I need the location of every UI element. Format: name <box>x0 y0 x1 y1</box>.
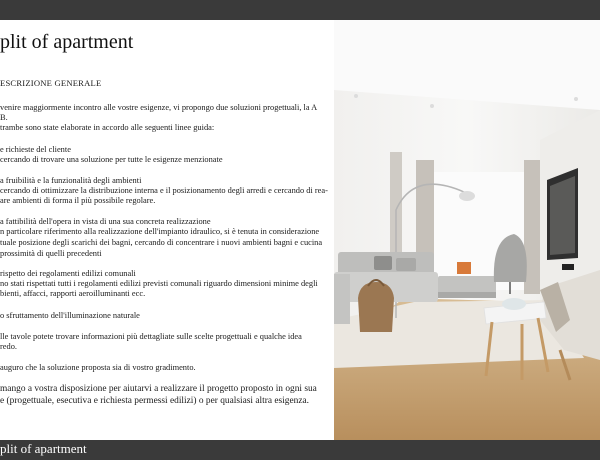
living-room-photo <box>334 20 600 440</box>
closing-line: mango a vostra disposizione per aiutarvi a realizzare il progetto proposto in ogni sua <box>0 384 317 394</box>
text-panel <box>0 20 334 440</box>
guideline-title: o sfruttamento dell'illuminazione naturale <box>0 311 140 320</box>
paragraph-line: auguro che la soluzione proposta sia di vostro gradimento. <box>0 363 196 372</box>
bottom-bar <box>0 440 600 460</box>
wicker-basket <box>358 282 394 332</box>
guideline-text: bienti, affacci, rapporti aeroilluminanti ecc. <box>0 289 146 298</box>
guideline-title: a fruibilità e la funzionalità degli ambienti <box>0 176 142 185</box>
guideline-text: n particolare riferimento alla realizzazione dell'impianto idraulico, si è tenuta in considerazione <box>0 227 320 236</box>
guideline-text: are ambienti di forma il più possibile regolare. <box>0 196 156 205</box>
cushion <box>374 256 392 270</box>
page-title: plit of apartment <box>0 31 134 53</box>
candle-holder <box>457 262 471 274</box>
cushion <box>396 258 416 271</box>
guideline-text: cercando di trovare una soluzione per tutte le esigenze menzionate <box>0 155 223 164</box>
ottoman <box>438 276 496 294</box>
floor-lamp-shade <box>459 191 475 201</box>
paragraph-line: venire maggiormente incontro alle vostre esigenze, vi propongo due soluzioni progettuali, la A <box>0 103 318 112</box>
guideline-title: e richieste del cliente <box>0 145 71 154</box>
section-heading: ESCRIZIONE GENERALE <box>0 78 102 88</box>
ottoman-base <box>438 292 496 298</box>
closing-line: e (progettuale, esecutiva e richiesta permessi edilizi) o per qualsiasi altra esigenza. <box>0 396 309 406</box>
guideline-text: cercando di ottimizzare la distribuzione interna e il posizionamento degli arredi e cercando di rea- <box>0 186 328 195</box>
paragraph-line: lle tavole potete trovare informazioni più dettagliate sulle scelte progettuali e qualche idea <box>0 332 302 341</box>
paragraph-line: redo. <box>0 342 17 351</box>
sofa-arm <box>334 274 350 324</box>
bowl <box>502 298 526 310</box>
guideline-title: a fattibilità dell'opera in vista di una sua concreta realizzazione <box>0 217 211 226</box>
top-bar <box>0 0 600 20</box>
painting-canvas <box>550 176 575 255</box>
ceiling-light <box>574 97 578 101</box>
footer-title: plit of apartment <box>0 441 87 456</box>
guideline-text: prossimità di quelli precedenti <box>0 249 102 258</box>
paragraph-line: B. <box>0 113 8 122</box>
guideline-title: rispetto dei regolamenti edilizi comunali <box>0 269 136 278</box>
side-table-lamp <box>562 264 574 270</box>
ceiling-light <box>430 104 434 108</box>
guideline-text: no stati rispettati tutti i regolamenti edilizi previsti comunali riguardo dimensioni minime degli <box>0 279 318 288</box>
guideline-text: tuale posizione degli scarichi dei bagni, cercando di concentrare i nuovi ambienti bagni e cucina <box>0 238 323 247</box>
ceiling-light <box>354 94 358 98</box>
paragraph-line: trambe sono state elaborate in accordo alle seguenti linee guida: <box>0 123 215 132</box>
